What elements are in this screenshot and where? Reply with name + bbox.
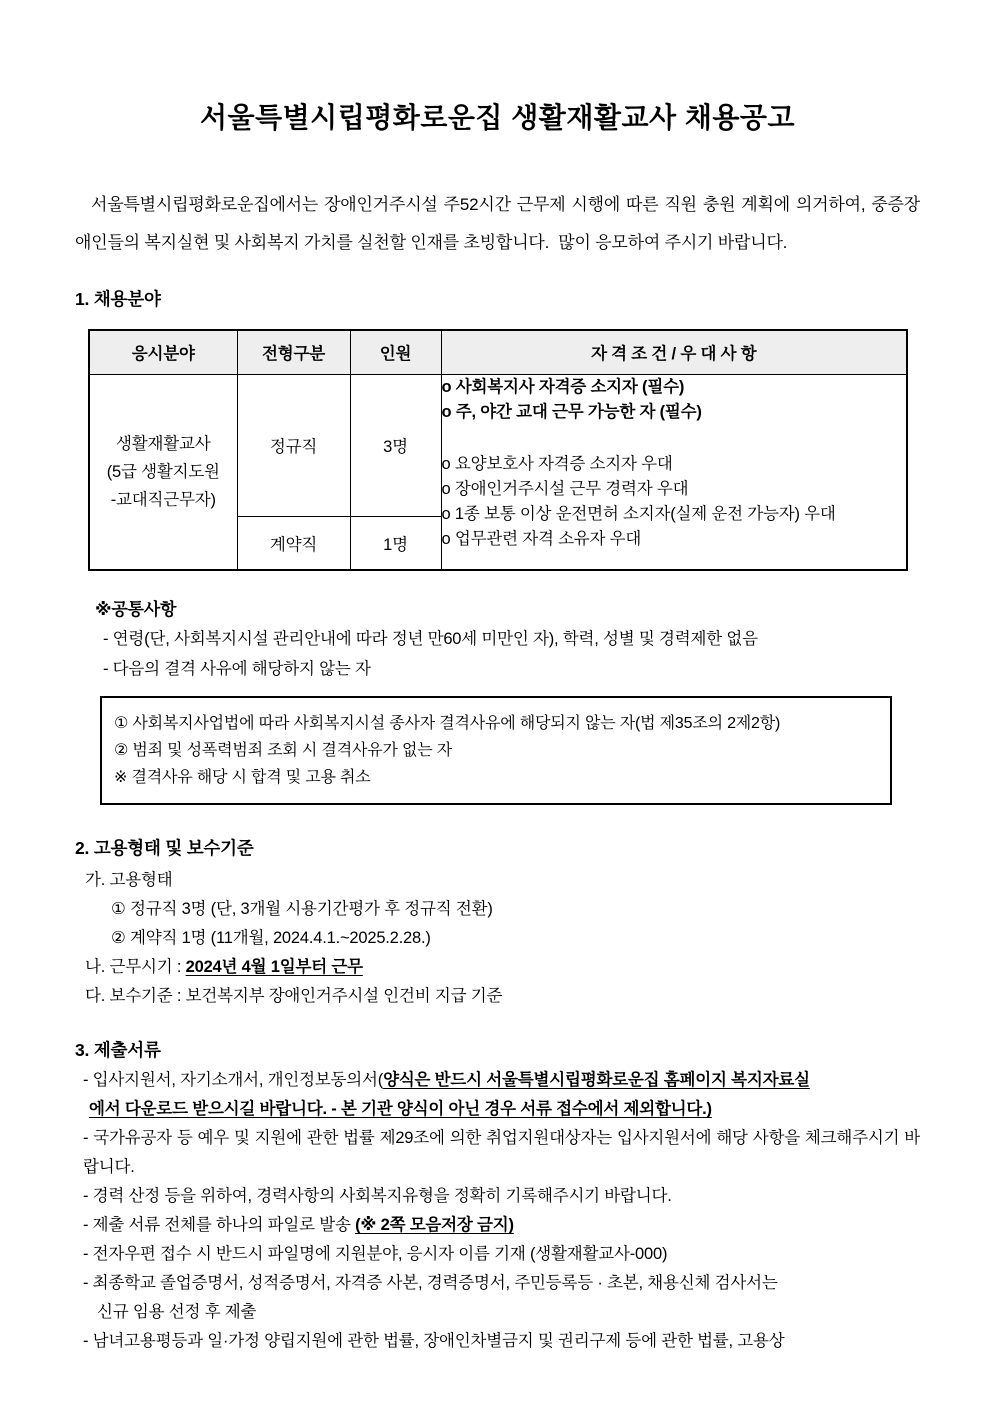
employment-type-label: 가. 고용형태 — [85, 871, 173, 889]
submission-docs-emphasis-continued: 에서 다운로드 받으시길 바랍니다. - 본 기관 양식이 아닌 경우 서류 접수에서 제외합니다.) — [89, 1100, 712, 1118]
certificates-line: - 최종학교 졸업증명서, 성적증명서, 자격증 사본, 경력증명서, 주민등록등 · 초본, 채용신체 검사서는 — [83, 1274, 778, 1292]
disqualification-item: ① 사회복지사업법에 따라 사회복지시설 종사자 결격사유에 해당되지 않는 자(법 제35조의 2제2항) — [114, 715, 781, 732]
veterans-support-line: - 국가유공자 등 예우 및 지원에 관한 법률 제29조에 의한 취업지원대상자는 입사지원서에 해당 사항을 체크해주시기 바랍니다. — [83, 1129, 920, 1176]
submission-docs-line — [83, 1066, 920, 1095]
email-filename-line: - 전자우편 접수 시 반드시 파일명에 지원분야, 응시자 이름 기재 (생활재활교사-000) — [83, 1245, 668, 1263]
employment-type-regular: ① 정규직 3명 (단, 3개월 시용기간평가 후 정규직 전환) — [111, 900, 493, 918]
col-header-selection-type: 전형구분 — [237, 330, 350, 374]
single-file-plain: - 제출 서류 전체를 하나의 파일로 발송 — [83, 1216, 356, 1234]
count-contract-cell: 1명 — [350, 516, 441, 570]
position-shift: -교대직근무자) — [110, 490, 216, 509]
qualification-required-item: o 사회복지사 자격증 소지자 (필수) — [441, 377, 685, 396]
recruitment-table — [88, 329, 908, 571]
common-requirement-item: - 연령(단, 사회복지시설 관리안내에 따라 정년 만60세 미만인 자), 학력, 성별 및 경력제한 없음 — [103, 630, 758, 648]
section2-heading: 2. 고용형태 및 보수기준 — [75, 838, 254, 858]
disqualification-item: ※ 결격사유 해당 시 합격 및 고용 취소 — [114, 769, 371, 786]
qualification-preferred-item: o 요양보호사 자격증 소지자 우대 — [441, 454, 673, 473]
col-header-qualifications: 자 격 조 건 / 우 대 사 항 — [441, 330, 907, 374]
col-header-apply-field: 응시분야 — [89, 330, 237, 374]
table-header-row — [89, 330, 907, 374]
employment-type-contract: ② 계약직 1명 (11개월, 2024.4.1.~2025.2.28.) — [111, 929, 431, 947]
section3-heading: 3. 제출서류 — [75, 1040, 161, 1060]
submission-docs-line-continued — [89, 1095, 920, 1124]
common-requirements-title: ※공통사항 — [95, 600, 177, 619]
pay-standard-line: 다. 보수기준 : 보건복지부 장애인거주시설 인건비 지급 기준 — [85, 987, 503, 1005]
submission-docs-emphasis: 양식은 반드시 서울특별시립평화로운집 홈페이지 복지자료실 — [383, 1071, 810, 1089]
table-row-regular — [89, 374, 907, 516]
work-start-line — [85, 953, 920, 982]
qualification-preferred-item: o 장애인거주시설 근무 경력자 우대 — [441, 479, 689, 498]
qualification-preferred-item: o 업무관련 자격 소유자 우대 — [441, 529, 642, 548]
disqualification-box — [100, 696, 892, 805]
qualification-preferred-item: o 1종 보통 이상 운전면허 소지자(실제 운전 가능자) 우대 — [441, 504, 836, 523]
type-contract-cell: 계약직 — [237, 516, 350, 570]
qualification-required-item: o 주, 야간 교대 근무 가능한 자 (필수) — [441, 402, 702, 421]
common-requirement-item: - 다음의 결격 사유에 해당하지 않는 자 — [103, 660, 371, 678]
certificates-line-continued: 신규 임용 선정 후 제출 — [97, 1303, 257, 1321]
col-header-headcount: 인원 — [350, 330, 441, 374]
position-cell — [89, 374, 237, 570]
single-file-emphasis: (※ 2쪽 모음저장 금지) — [355, 1216, 514, 1234]
section1-heading: 1. 채용분야 — [75, 289, 161, 309]
count-regular-cell: 3명 — [350, 374, 441, 516]
career-record-line: - 경력 산정 등을 위하여, 경력사항의 사회복지유형을 정확히 기록해주시기 바랍니다. — [83, 1187, 672, 1205]
single-file-line — [83, 1211, 920, 1240]
qualification-spacer — [442, 425, 907, 452]
intro-paragraph: 서울특별시립평화로운집에서는 장애인거주시설 주52시간 근무제 시행에 따른 직원 충원 계획에 의거하여, 중증장애인들의 복지실현 및 사회복지 가치를 실천할 인재를 초빙합니다. 많이 응모하여 주시기 바랍니다. — [75, 195, 920, 252]
disqualification-item: ② 범죄 및 성폭력범죄 조회 시 결격사유가 없는 자 — [114, 742, 452, 759]
submission-docs-plain: - 입사지원서, 자기소개서, 개인정보동의서( — [83, 1071, 384, 1089]
work-start-date: 2024년 4월 1일부터 근무 — [185, 958, 363, 976]
work-start-label: 나. 근무시기 : — [85, 958, 186, 976]
position-name: 생활재활교사 — [116, 434, 211, 453]
qualifications-cell — [441, 374, 907, 570]
page-title: 서울특별시립평화로운집 생활재활교사 채용공고 — [199, 102, 796, 133]
equal-employment-line: - 남녀고용평등과 일·가정 양립지원에 관한 법률, 장애인차별금지 및 권리구제 등에 관한 법률, 고용상 — [83, 1332, 785, 1350]
position-grade: (5급 생활지도원 — [106, 462, 220, 481]
type-regular-cell: 정규직 — [237, 374, 350, 516]
